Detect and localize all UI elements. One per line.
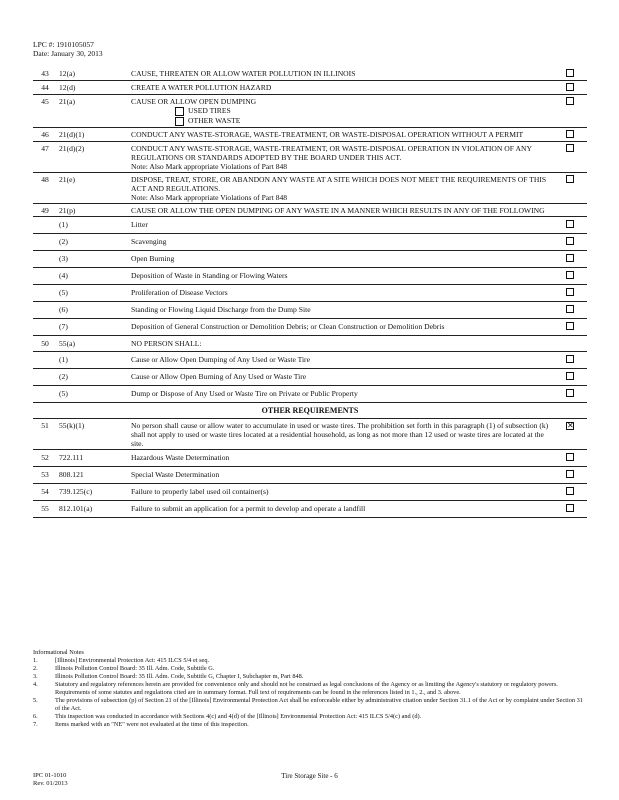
sub-item-text: Open Burning: [129, 250, 553, 267]
sub-item-key: (1): [57, 351, 129, 368]
sub-item-key: (7): [57, 318, 129, 335]
sub-item-row: [33, 216, 587, 233]
requirement-row: [33, 418, 587, 449]
other-requirements-heading: OTHER REQUIREMENTS: [33, 402, 587, 418]
informational-notes: [33, 649, 585, 729]
note-text: [Illinois] Environmental Protection Act: 415 ILCS 5/4 et seq.: [55, 657, 210, 664]
requirement-checkbox-checked[interactable]: ✕: [567, 420, 574, 430]
violation-checkbox[interactable]: [566, 83, 574, 91]
sub-item-row: [33, 267, 587, 284]
sub-item-text: Litter: [129, 216, 553, 233]
violation-row: [33, 67, 587, 81]
note-number: 3.: [33, 673, 38, 680]
note-item: [33, 681, 585, 697]
note-text: Illinois Pollution Control Board: 35 Ill. Adm. Code, Subtitle G, Chapter I, Subchapter m, Part 848.: [55, 673, 304, 680]
sub-item-text: Deposition of General Construction or Demolition Debris; or Clean Construction or Demolition Debris: [129, 318, 553, 335]
violation-text: CONDUCT ANY WASTE-STORAGE, WASTE-TREATMENT, OR WASTE-DISPOSAL OPERATION WITHOUT A PERMIT: [129, 127, 553, 141]
requirement-row: [33, 483, 587, 500]
note-item: [33, 673, 585, 681]
sub-item-key: (2): [57, 368, 129, 385]
section-ref: 21(d)(1): [57, 127, 129, 141]
sub-item-row: [33, 318, 587, 335]
violation-text: CAUSE, THREATEN OR ALLOW WATER POLLUTION IN ILLINOIS: [129, 67, 553, 81]
requirement-row: [33, 449, 587, 466]
sub-item-text: Standing or Flowing Liquid Discharge from the Dump Site: [129, 301, 553, 318]
sub-item-key: (2): [57, 233, 129, 250]
note-number: 6.: [33, 713, 38, 720]
note-number: 1.: [33, 657, 38, 664]
requirement-checkbox[interactable]: [566, 470, 574, 478]
sub-item-text: Scavenging: [129, 233, 553, 250]
note-number: 2.: [33, 665, 38, 672]
violation-note: Note: Also Mark appropriate Violations of Part 848: [131, 192, 288, 202]
violation-row: [33, 172, 587, 203]
sub-item-text: Deposition of Waste in Standing or Flowing Waters: [129, 267, 553, 284]
sub-item-checkbox[interactable]: [566, 288, 574, 296]
requirement-checkbox[interactable]: [566, 453, 574, 461]
note-item: [33, 657, 585, 665]
row-number: 51: [33, 418, 57, 449]
option-label: USED TIRES: [188, 106, 231, 115]
sub-item-checkbox[interactable]: [566, 322, 574, 330]
violation-text: NO PERSON SHALL:: [129, 335, 587, 351]
violation-checkbox[interactable]: [566, 144, 574, 152]
section-heading-row: [33, 402, 587, 418]
requirement-checkbox[interactable]: [566, 504, 574, 512]
section-ref: 12(d): [57, 81, 129, 95]
row-number: 43: [33, 67, 57, 81]
row-number: 55: [33, 500, 57, 517]
sub-item-row: [33, 351, 587, 368]
note-text: The provisions of subsection (p) of Section 21 of the [Illinois] Environmental Protection Act shall be enforceable either by administrative citation under Section 31.1 of the Act or by complaint under Section 31 of the Act.: [55, 697, 583, 712]
sub-item-checkbox[interactable]: [566, 389, 574, 397]
inspection-date: Date: January 30, 2013: [33, 49, 103, 58]
sub-item-key: (6): [57, 301, 129, 318]
row-number: 47: [33, 141, 57, 172]
violation-text: CONDUCT ANY WASTE-STORAGE, WASTE-TREATMENT, OR WASTE-DISPOSAL OPERATION IN VIOLATION OF ANY REGULATIONS OR STANDARDS ADOPTED BY THE BOARD UNDER THIS ACT.: [131, 143, 532, 162]
sub-item-row: [33, 301, 587, 318]
form-id: IPC 01-1010: [33, 772, 67, 779]
sub-item-checkbox[interactable]: [566, 305, 574, 313]
lpc-number: LPC #: 1910105057: [33, 40, 94, 49]
sub-item-row: [33, 233, 587, 250]
note-number: 7.: [33, 721, 38, 728]
note-number: 4.: [33, 681, 38, 688]
section-ref: 55(k)(1): [57, 418, 129, 449]
sub-item-row: [33, 250, 587, 267]
section-ref: 812.101(a): [57, 500, 129, 517]
violation-text: CAUSE OR ALLOW OPEN DUMPING: [131, 97, 257, 106]
violation-text: CAUSE OR ALLOW THE OPEN DUMPING OF ANY WASTE IN A MANNER WHICH RESULTS IN ANY OF THE FOLLOWING: [129, 203, 587, 216]
violation-row: [33, 335, 587, 351]
requirement-checkbox[interactable]: [566, 487, 574, 495]
sub-item-key: (5): [57, 385, 129, 402]
note-item: [33, 721, 585, 729]
sub-item-checkbox[interactable]: [566, 237, 574, 245]
sub-item-row: [33, 385, 587, 402]
note-item: [33, 665, 585, 673]
section-ref: 12(a): [57, 67, 129, 81]
section-ref: 808.121: [57, 466, 129, 483]
sub-item-key: (1): [57, 216, 129, 233]
row-number: 50: [33, 335, 57, 351]
row-number: 49: [33, 203, 57, 216]
sub-item-text: Proliferation of Disease Vectors: [129, 284, 553, 301]
sub-item-checkbox[interactable]: [566, 220, 574, 228]
sub-item-checkbox[interactable]: [566, 355, 574, 363]
note-text: Items marked with an "NE" were not evaluated at the time of this inspection.: [55, 721, 249, 728]
note-text: This inspection was conducted in accordance with Sections 4(c) and 4(d) of the [Illinois] Environmental Protection Act: 415 ILCS 5/4(c) and (d).: [55, 713, 422, 720]
row-number: 44: [33, 81, 57, 95]
row-number: 54: [33, 483, 57, 500]
section-ref: 21(a): [57, 95, 129, 128]
note-item: [33, 697, 585, 713]
sub-item-text: Cause or Allow Open Dumping of Any Used or Waste Tire: [129, 351, 553, 368]
notes-title: Informational Notes: [33, 649, 84, 656]
option-label: OTHER WASTE: [188, 115, 241, 125]
sub-item-key: (4): [57, 267, 129, 284]
sub-item-checkbox[interactable]: [566, 372, 574, 380]
violation-text: DISPOSE, TREAT, STORE, OR ABANDON ANY WASTE AT A SITE WHICH DOES NOT MEET THE REQUIREMENTS OF THIS ACT AND REGULATIONS.: [131, 174, 547, 193]
violation-note: Note: Also Mark appropriate Violations of Part 848: [131, 161, 288, 171]
requirement-row: [33, 500, 587, 517]
violation-row: [33, 127, 587, 141]
violation-row: [33, 203, 587, 216]
sub-item-checkbox[interactable]: [566, 254, 574, 262]
violation-row: [33, 141, 587, 172]
violation-text: CREATE A WATER POLLUTION HAZARD: [129, 81, 553, 95]
sub-item-text: Cause or Allow Open Burning of Any Used or Waste Tire: [129, 368, 553, 385]
option-used-tires: [131, 106, 551, 116]
requirement-text: No person shall cause or allow water to accumulate in used or waste tires. The prohibition set forth in this paragraph (1) of subsection (k) shall not apply to used or waste tires located at a residential household, as long as not more than 12 used or waste tires are located at the site.: [129, 418, 553, 449]
violation-checkbox[interactable]: [566, 130, 574, 138]
option-other-waste: [131, 116, 551, 126]
violation-checkbox[interactable]: [566, 97, 574, 105]
option-checkbox[interactable]: [175, 117, 184, 126]
option-checkbox[interactable]: [175, 107, 184, 116]
section-ref: 21(p): [57, 203, 129, 216]
section-ref: 722.111: [57, 449, 129, 466]
sub-item-key: (5): [57, 284, 129, 301]
row-number: 45: [33, 95, 57, 128]
note-number: 5.: [33, 697, 38, 704]
sub-item-key: (3): [57, 250, 129, 267]
form-revision: Rev. 01/2013: [33, 780, 68, 787]
requirement-text: Special Waste Determination: [129, 466, 553, 483]
sub-item-row: [33, 284, 587, 301]
note-item: [33, 713, 585, 721]
violation-row: [33, 95, 587, 128]
violations-table: [33, 67, 587, 518]
sub-item-text: Dump or Dispose of Any Used or Waste Tire on Private or Public Property: [129, 385, 553, 402]
note-text: Statutory and regulatory references herein are provided for convenience only and should not be construed as legal conclusions of the Agency or as limiting the Agency's statutory or regulatory powers. Requirements of some statutes and regulations cited are in summary format. Full text of requirements can be found in the references listed in 1., 2., and 3. above.: [55, 681, 558, 696]
section-ref: 739.125(c): [57, 483, 129, 500]
document-header: [33, 40, 103, 58]
sub-item-row: [33, 368, 587, 385]
section-ref: 21(d)(2): [57, 141, 129, 172]
requirement-row: [33, 466, 587, 483]
section-ref: 21(e): [57, 172, 129, 203]
requirement-text: Failure to properly label used oil container(s): [129, 483, 553, 500]
violation-checkbox[interactable]: [566, 175, 574, 183]
row-number: 52: [33, 449, 57, 466]
section-ref: 55(a): [57, 335, 129, 351]
page-label: Tire Storage Site - 6: [281, 772, 338, 780]
sub-item-checkbox[interactable]: [566, 271, 574, 279]
row-number: 48: [33, 172, 57, 203]
row-number: 53: [33, 466, 57, 483]
note-text: Illinois Pollution Control Board: 35 Ill. Adm. Code, Subtitle G.: [55, 665, 215, 672]
row-number: 46: [33, 127, 57, 141]
violation-checkbox[interactable]: [566, 69, 574, 77]
violation-row: [33, 81, 587, 95]
requirement-text: Hazardous Waste Determination: [129, 449, 553, 466]
requirement-text: Failure to submit an application for a permit to develop and operate a landfill: [129, 500, 553, 517]
